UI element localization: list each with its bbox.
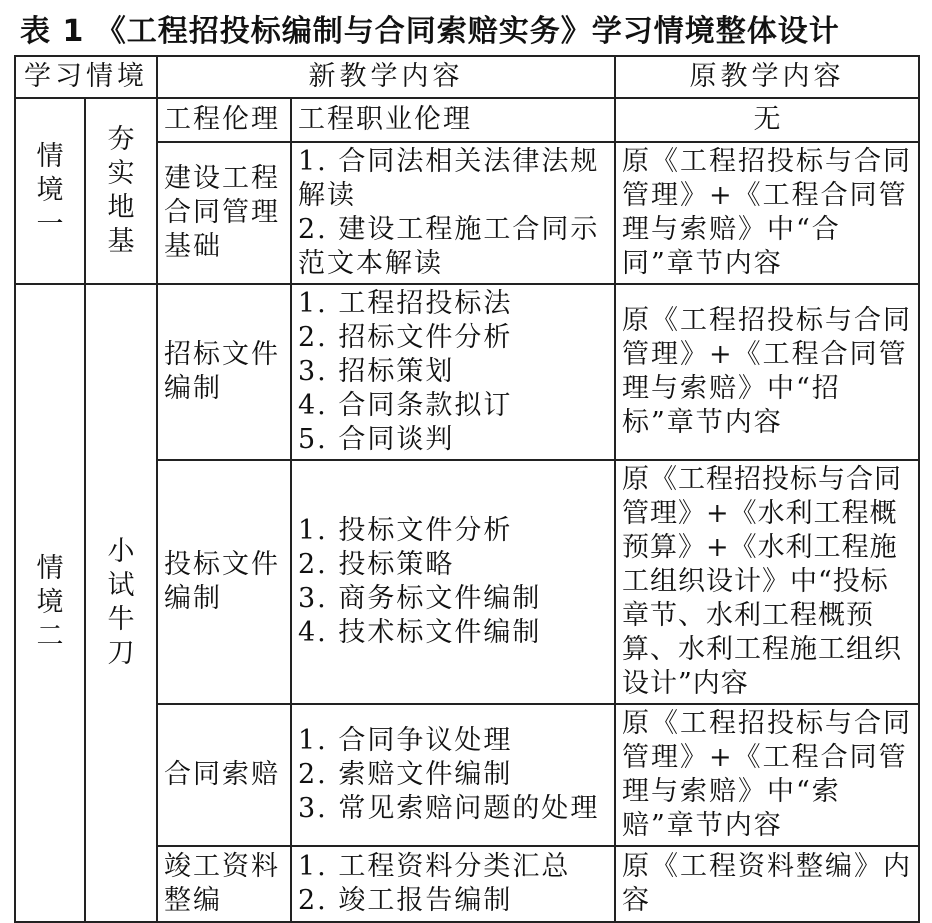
new-content-cell: 1. 合同法相关法律法规解读 2. 建设工程施工合同示范文本解读 <box>291 142 615 284</box>
situation2-label: 情 境 二 <box>15 284 85 922</box>
topic-cell: 建设工程合同管理基础 <box>157 142 291 284</box>
topic-cell: 合同索赔 <box>157 704 291 846</box>
topic-cell: 竣工资料整编 <box>157 846 291 922</box>
new-content-cell: 工程职业伦理 <box>291 98 615 142</box>
old-content-cell: 原《工程资料整编》内容 <box>615 846 919 922</box>
situation2-theme: 小 试 牛 刀 <box>85 284 157 922</box>
situation1-theme: 夯 实 地 基 <box>85 98 157 284</box>
table-caption: 表 1 《工程招投标编制与合同索赔实务》学习情境整体设计 <box>20 14 840 49</box>
old-content-cell: 原《工程招投标与合同管理》+《工程合同管理与索赔》中“合同”章节内容 <box>615 142 919 284</box>
old-content-cell: 原《工程招投标与合同管理》+《水利工程概预算》+《水利工程施工组织设计》中“投标章节、水利工程概预算、水利工程施工组织设计”内容 <box>615 460 919 704</box>
new-content-cell: 1. 工程资料分类汇总 2. 竣工报告编制 <box>291 846 615 922</box>
curriculum-table <box>14 55 920 923</box>
header-old-content: 原教学内容 <box>615 56 919 98</box>
topic-cell: 投标文件编制 <box>157 460 291 704</box>
table-row <box>15 98 919 142</box>
situation1-label: 情 境 一 <box>15 98 85 284</box>
old-content-cell: 原《工程招投标与合同管理》+《工程合同管理与索赔》中“索赔”章节内容 <box>615 704 919 846</box>
topic-cell: 工程伦理 <box>157 98 291 142</box>
new-content-cell: 1. 投标文件分析 2. 投标策略 3. 商务标文件编制 4. 技术标文件编制 <box>291 460 615 704</box>
new-content-cell: 1. 合同争议处理 2. 索赔文件编制 3. 常见索赔问题的处理 <box>291 704 615 846</box>
table-row <box>15 284 919 460</box>
topic-cell: 招标文件编制 <box>157 284 291 460</box>
new-content-cell: 1. 工程招投标法 2. 招标文件分析 3. 招标策划 4. 合同条款拟订 5. 合同谈判 <box>291 284 615 460</box>
header-new-content: 新教学内容 <box>157 56 615 98</box>
header-situation: 学习情境 <box>15 56 157 98</box>
header-row <box>15 56 919 98</box>
old-content-cell: 无 <box>615 98 919 142</box>
old-content-cell: 原《工程招投标与合同管理》+《工程合同管理与索赔》中“招标”章节内容 <box>615 284 919 460</box>
